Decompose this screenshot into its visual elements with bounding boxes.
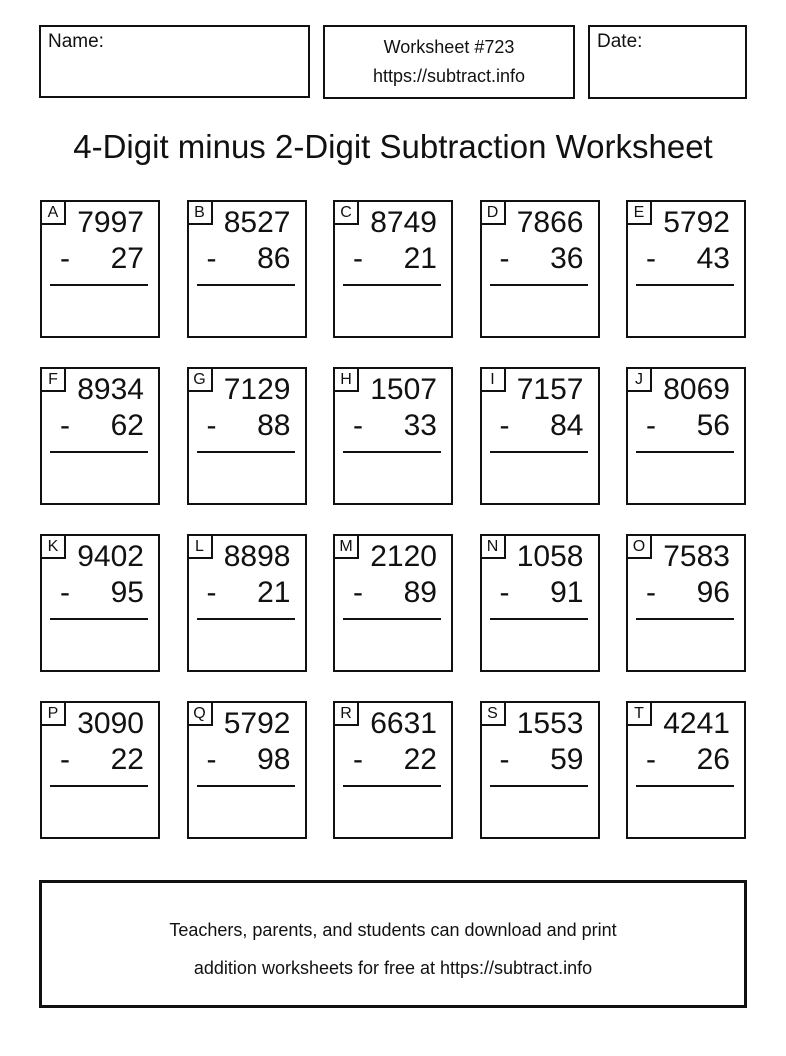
subtrahend: 21 <box>257 576 291 609</box>
date-label: Date: <box>597 31 643 52</box>
problem-letter: S <box>482 703 506 726</box>
subtraction-row <box>189 575 305 611</box>
answer-line <box>343 451 441 453</box>
subtrahend: 22 <box>110 743 144 776</box>
minuend: 8069 <box>663 373 730 406</box>
answer-line <box>197 284 295 286</box>
problem-box <box>333 367 453 505</box>
problem-box <box>333 534 453 672</box>
subtrahend: 59 <box>550 743 584 776</box>
problem-letter: N <box>482 536 506 559</box>
problem-letter: E <box>628 202 652 225</box>
minuend: 7997 <box>77 206 144 239</box>
answer-line <box>490 785 588 787</box>
minuend: 9402 <box>77 540 144 573</box>
problem-box <box>626 200 746 338</box>
problem-letter: I <box>482 369 506 392</box>
subtraction-row <box>335 241 451 277</box>
subtrahend: 43 <box>696 242 730 275</box>
answer-line <box>50 451 148 453</box>
minuend: 5792 <box>223 707 291 740</box>
subtraction-row <box>628 408 744 444</box>
answer-line <box>50 284 148 286</box>
subtrahend: 88 <box>257 409 291 442</box>
worksheet-info-box <box>323 25 575 99</box>
minuend: 7583 <box>663 540 730 573</box>
subtraction-row <box>42 575 158 611</box>
problem-letter: T <box>628 703 652 726</box>
subtraction-row <box>482 408 598 444</box>
subtraction-row <box>482 241 598 277</box>
minus-operator: - <box>353 242 363 275</box>
answer-line <box>636 785 734 787</box>
subtrahend: 56 <box>696 409 730 442</box>
minuend: 7157 <box>516 373 584 406</box>
problem-box <box>333 200 453 338</box>
name-label: Name: <box>48 31 104 52</box>
problem-letter: K <box>42 536 66 559</box>
subtraction-row <box>628 742 744 778</box>
minuend: 2120 <box>370 540 437 573</box>
problem-box <box>40 701 160 839</box>
problem-letter: P <box>42 703 66 726</box>
minus-operator: - <box>60 242 70 275</box>
minuend: 5792 <box>663 206 730 239</box>
minuend: 1553 <box>516 707 584 740</box>
subtraction-row <box>482 575 598 611</box>
minuend: 8898 <box>223 540 291 573</box>
problem-letter: H <box>335 369 359 392</box>
subtrahend: 26 <box>696 743 730 776</box>
minuend: 1058 <box>516 540 584 573</box>
minuend: 8749 <box>370 206 437 239</box>
minus-operator: - <box>646 409 656 442</box>
minus-operator: - <box>646 743 656 776</box>
minus-operator: - <box>646 242 656 275</box>
minuend: 8527 <box>223 206 291 239</box>
minus-operator: - <box>353 409 363 442</box>
answer-line <box>343 785 441 787</box>
minus-operator: - <box>60 409 70 442</box>
subtrahend: 95 <box>110 576 144 609</box>
subtrahend: 62 <box>110 409 144 442</box>
problem-letter: A <box>42 202 66 225</box>
minuend: 1507 <box>370 373 437 406</box>
minus-operator: - <box>353 576 363 609</box>
page-title: 4-Digit minus 2-Digit Subtraction Worksheet <box>73 128 713 165</box>
problem-box <box>626 367 746 505</box>
problem-box <box>480 367 600 505</box>
subtraction-row <box>628 241 744 277</box>
problem-box <box>626 534 746 672</box>
minus-operator: - <box>646 576 656 609</box>
problem-letter: C <box>335 202 359 225</box>
problem-letter: J <box>628 369 652 392</box>
minus-operator: - <box>60 743 70 776</box>
subtrahend: 27 <box>110 242 144 275</box>
problem-box <box>480 534 600 672</box>
answer-line <box>197 618 295 620</box>
footer-line-2: addition worksheets for free at https://subtract.info <box>193 958 593 978</box>
minuend: 8934 <box>77 373 144 406</box>
subtrahend: 33 <box>403 409 437 442</box>
minus-operator: - <box>206 409 217 442</box>
problem-letter: M <box>335 536 359 559</box>
problem-letter: Q <box>189 703 213 726</box>
problem-box <box>480 701 600 839</box>
subtrahend: 22 <box>403 743 437 776</box>
worksheet-number: Worksheet #723 <box>383 37 515 57</box>
minus-operator: - <box>206 576 217 609</box>
problem-box <box>187 367 307 505</box>
problems-grid <box>40 200 746 839</box>
problem-box <box>333 701 453 839</box>
subtrahend: 84 <box>550 409 584 442</box>
minus-operator: - <box>499 242 510 275</box>
minus-operator: - <box>499 576 510 609</box>
minus-operator: - <box>206 242 217 275</box>
problem-box <box>187 200 307 338</box>
answer-line <box>343 284 441 286</box>
name-field-box <box>39 25 310 98</box>
subtraction-row <box>42 241 158 277</box>
answer-line <box>197 785 295 787</box>
answer-line <box>50 785 148 787</box>
minuend: 3090 <box>77 707 144 740</box>
problem-letter: O <box>628 536 652 559</box>
subtraction-row <box>42 408 158 444</box>
subtraction-row <box>335 575 451 611</box>
subtrahend: 89 <box>403 576 437 609</box>
date-field-box <box>588 25 747 99</box>
subtraction-row <box>189 241 305 277</box>
minuend: 7866 <box>516 206 584 239</box>
subtraction-row <box>189 408 305 444</box>
problem-box <box>187 534 307 672</box>
answer-line <box>197 451 295 453</box>
minuend: 7129 <box>223 373 291 406</box>
footer-box <box>39 880 747 1008</box>
subtraction-row <box>628 575 744 611</box>
subtrahend: 96 <box>696 576 730 609</box>
problem-letter: B <box>189 202 213 225</box>
subtraction-row <box>189 742 305 778</box>
subtrahend: 36 <box>550 242 584 275</box>
answer-line <box>636 451 734 453</box>
subtraction-row <box>42 742 158 778</box>
answer-line <box>636 284 734 286</box>
answer-line <box>50 618 148 620</box>
subtraction-row <box>482 742 598 778</box>
problem-letter: L <box>189 536 213 559</box>
answer-line <box>490 618 588 620</box>
minuend: 4241 <box>663 707 730 740</box>
subtrahend: 21 <box>403 242 437 275</box>
problem-letter: D <box>482 202 506 225</box>
problem-box <box>40 200 160 338</box>
subtrahend: 86 <box>257 242 291 275</box>
worksheet-url: https://subtract.info <box>372 66 526 86</box>
minus-operator: - <box>499 743 510 776</box>
minus-operator: - <box>206 743 217 776</box>
minus-operator: - <box>60 576 70 609</box>
problem-box <box>626 701 746 839</box>
problem-box <box>187 701 307 839</box>
subtrahend: 91 <box>550 576 584 609</box>
answer-line <box>490 451 588 453</box>
problem-letter: R <box>335 703 359 726</box>
minus-operator: - <box>499 409 510 442</box>
problem-letter: F <box>42 369 66 392</box>
subtraction-row <box>335 742 451 778</box>
problem-box <box>480 200 600 338</box>
answer-line <box>490 284 588 286</box>
minus-operator: - <box>353 743 363 776</box>
problem-box <box>40 367 160 505</box>
problem-box <box>40 534 160 672</box>
problem-letter: G <box>189 369 213 392</box>
minuend: 6631 <box>370 707 437 740</box>
subtrahend: 98 <box>257 743 291 776</box>
footer-line-1: Teachers, parents, and students can download and print <box>169 920 617 940</box>
answer-line <box>636 618 734 620</box>
subtraction-row <box>335 408 451 444</box>
answer-line <box>343 618 441 620</box>
